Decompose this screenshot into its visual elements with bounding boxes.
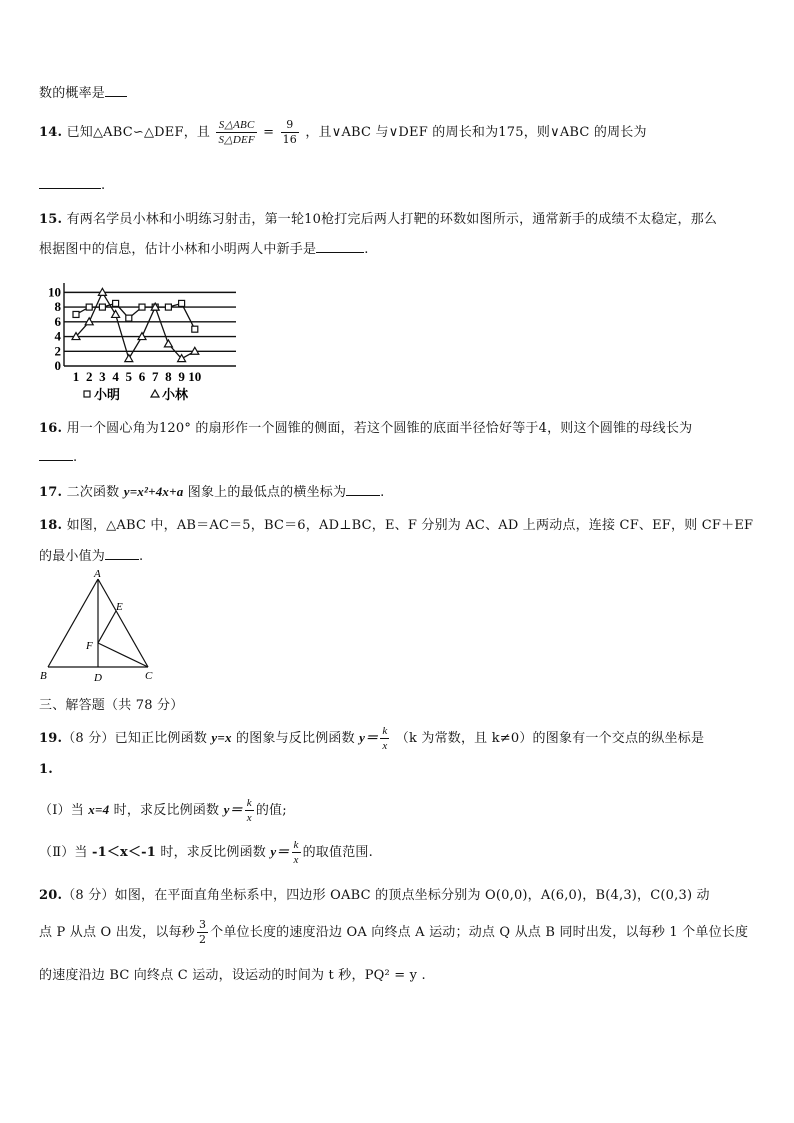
data-point-square — [179, 300, 185, 306]
point-label-c: C — [145, 670, 153, 682]
part-1-label: （Ⅰ）当 — [39, 803, 84, 818]
question-19 — [39, 724, 704, 753]
question-15-line-2: 根据图中的信息，估计小林和小明两人中新手是 — [39, 242, 317, 257]
question-20-line-3-text: 的速度沿边 BC 向终点 C 运动，设运动的时间为 t 秒，PQ² = y . — [39, 968, 426, 983]
legend-marker-square — [84, 391, 90, 397]
point-label-d: D — [94, 672, 102, 684]
period: . — [101, 178, 106, 193]
question-20-line-2a: 点 P 从点 O 出发，以每秒 — [39, 925, 195, 940]
speed-fraction — [197, 918, 208, 947]
fraction-numerator: k — [293, 839, 299, 851]
question-number: 18. — [39, 518, 63, 533]
question-15 — [39, 208, 717, 227]
part-2-text: 时，求反比例函数 — [160, 845, 266, 860]
inverse-function: y＝ — [223, 802, 243, 817]
question-20 — [39, 884, 710, 903]
question-20-line-1: 如图，在平面直角坐标系中，四边形 OABC 的顶点坐标分别为 O(0,0)，A(6,0)，B(4,3)，C(0,3) 动 — [114, 888, 710, 903]
fraction-numerator: k — [382, 725, 388, 737]
data-point-square — [113, 300, 119, 306]
x-tick-label: 5 — [125, 369, 133, 384]
data-point-square — [99, 304, 105, 310]
question-15-line-1: 有两名学员小林和小明练习射击，第一轮10枪打完后两人打靶的环数如图所示，通常新手的成绩不太稳定，那么 — [66, 212, 718, 227]
data-point-square — [73, 311, 79, 317]
part-1-condition: x=4 — [88, 802, 110, 817]
question-number: 20. — [39, 888, 63, 903]
question-number: 17. — [39, 485, 63, 500]
part-2-end: 的取值范围. — [302, 845, 373, 860]
area-ratio-fraction — [216, 118, 256, 147]
x-tick-label: 10 — [188, 369, 202, 384]
legend-label: 小林 — [162, 387, 189, 402]
fraction-denominator: 16 — [282, 133, 297, 146]
question-number: 16. — [39, 421, 63, 436]
segment-fe — [98, 611, 116, 643]
data-point-square — [165, 304, 171, 310]
series-line-小林 — [76, 292, 195, 358]
question-score: （8 分） — [62, 731, 115, 746]
answer-blank — [105, 84, 127, 97]
k-over-x-fraction — [292, 838, 301, 867]
question-20-line-2 — [39, 918, 748, 947]
question-18-line-2-row — [39, 545, 143, 564]
fraction-numerator: S△ABC — [216, 118, 256, 133]
x-tick-label: 7 — [151, 369, 159, 384]
legend-marker-triangle — [151, 390, 159, 397]
period: . — [380, 485, 385, 500]
data-point-triangle — [164, 340, 172, 347]
inverse-function: y＝ — [270, 844, 290, 859]
question-19-line-2-text: 1. — [39, 762, 53, 777]
question-19-line-2 — [39, 762, 53, 777]
fraction-denominator: x — [293, 854, 299, 866]
x-tick-label: 9 — [178, 369, 185, 384]
segment-ac — [98, 579, 148, 667]
prev-question-tail — [39, 82, 127, 101]
x-tick-label: 3 — [99, 369, 106, 384]
y-tick-label: 6 — [54, 313, 61, 329]
question-16 — [39, 417, 692, 436]
question-17 — [39, 481, 385, 500]
linear-function: y=x — [211, 730, 232, 745]
point-label-e: E — [116, 601, 123, 613]
period: . — [364, 242, 369, 257]
point-label-b: B — [40, 670, 47, 682]
question-14-answer — [39, 176, 105, 193]
quadratic-function: y=x²+4x+a — [123, 484, 184, 499]
question-19-text-1: 已知正比例函数 — [114, 731, 208, 746]
period: . — [139, 549, 144, 564]
equals-sign: = — [263, 125, 275, 140]
question-20-line-3 — [39, 964, 426, 983]
part-1-text: 时，求反比例函数 — [113, 803, 220, 818]
question-14-text-2: ，且∨ABC 与∨DEF 的周长和为175，则∨ABC 的周长为 — [305, 125, 647, 140]
y-tick-label: 0 — [54, 358, 61, 373]
question-number: 14. — [39, 125, 63, 140]
data-point-triangle — [125, 355, 133, 362]
data-point-square — [126, 315, 132, 321]
answer-blank — [105, 547, 139, 560]
question-20-line-2b: 个单位长度的速度沿边 OA 向终点 A 运动；动点 Q 从点 B 同时出发，以每秒 1 个单位长度 — [210, 925, 749, 940]
question-18-line-1: 如图，△ABC 中，AB＝AC＝5，BC＝6，AD⊥BC，E、F 分别为 AC、AD 上两动点，连接 CF、EF，则 CF＋EF — [66, 518, 754, 533]
question-score: （8 分） — [62, 888, 115, 903]
inverse-function: y＝ — [359, 730, 379, 745]
question-15-line-2-row — [39, 238, 369, 257]
shooting-scores-chart — [36, 280, 246, 405]
section-3-header — [39, 694, 183, 713]
fraction-denominator: 2 — [198, 933, 207, 946]
k-over-x-fraction — [380, 724, 389, 753]
point-label-f: F — [86, 640, 93, 652]
part-2-condition: -1＜x＜-1 — [91, 845, 157, 860]
y-tick-label: 8 — [54, 299, 61, 315]
prev-question-text: 数的概率是 — [39, 86, 106, 101]
y-tick-label: 10 — [48, 284, 61, 300]
question-number: 19. — [39, 731, 63, 746]
answer-blank — [346, 483, 380, 496]
question-17-text-1: 二次函数 — [66, 485, 120, 500]
question-number: 15. — [39, 212, 63, 227]
answer-blank — [316, 240, 364, 253]
y-tick-label: 4 — [54, 328, 61, 344]
fraction-denominator: x — [382, 740, 388, 752]
data-point-square — [86, 304, 92, 310]
answer-blank — [39, 176, 101, 189]
ratio-value-fraction — [281, 118, 299, 147]
part-1-end: 的值; — [255, 803, 287, 818]
segment-ab — [48, 579, 98, 667]
question-16-answer — [39, 448, 77, 465]
x-tick-label: 6 — [138, 369, 146, 384]
section-3-title: 三、解答题（共 78 分） — [39, 698, 184, 713]
fraction-numerator: 3 — [198, 918, 207, 931]
x-tick-label: 8 — [165, 369, 172, 384]
x-tick-label: 1 — [72, 369, 80, 384]
data-point-square — [192, 326, 198, 332]
period: . — [73, 450, 78, 465]
question-19-text-3: （k 为常数，且 k≠0）的图象有一个交点的纵坐标是 — [395, 731, 705, 746]
data-point-triangle — [112, 310, 120, 317]
fraction-numerator: 9 — [281, 118, 299, 133]
k-over-x-fraction — [245, 796, 254, 825]
question-19-part-2 — [39, 838, 373, 867]
x-tick-label: 4 — [112, 369, 119, 384]
question-18-line-2: 的最小值为 — [39, 549, 106, 564]
part-2-label: （Ⅱ）当 — [39, 845, 88, 860]
triangle-figure — [36, 567, 166, 685]
legend-label: 小明 — [94, 387, 121, 402]
question-17-text-2: 图象上的最低点的横坐标为 — [187, 485, 347, 500]
question-14 — [39, 118, 647, 147]
fraction-denominator: S△DEF — [218, 134, 255, 146]
point-label-a: A — [94, 568, 101, 580]
question-19-text-2: 的图象与反比例函数 — [236, 731, 355, 746]
y-tick-label: 2 — [54, 343, 61, 359]
question-19-part-1 — [39, 796, 287, 825]
answer-blank — [39, 448, 73, 461]
fraction-numerator: k — [246, 797, 252, 809]
x-tick-label: 2 — [85, 369, 93, 384]
data-point-square — [139, 304, 145, 310]
question-16-text: 用一个圆心角为120° 的扇形作一个圆锥的侧面，若这个圆锥的底面半径恰好等于4，则这个圆锥的母线长为 — [66, 421, 693, 436]
question-14-text-1: 已知△ABC∽△DEF，且 — [66, 125, 211, 140]
question-18 — [39, 514, 753, 533]
fraction-denominator: x — [246, 812, 252, 824]
